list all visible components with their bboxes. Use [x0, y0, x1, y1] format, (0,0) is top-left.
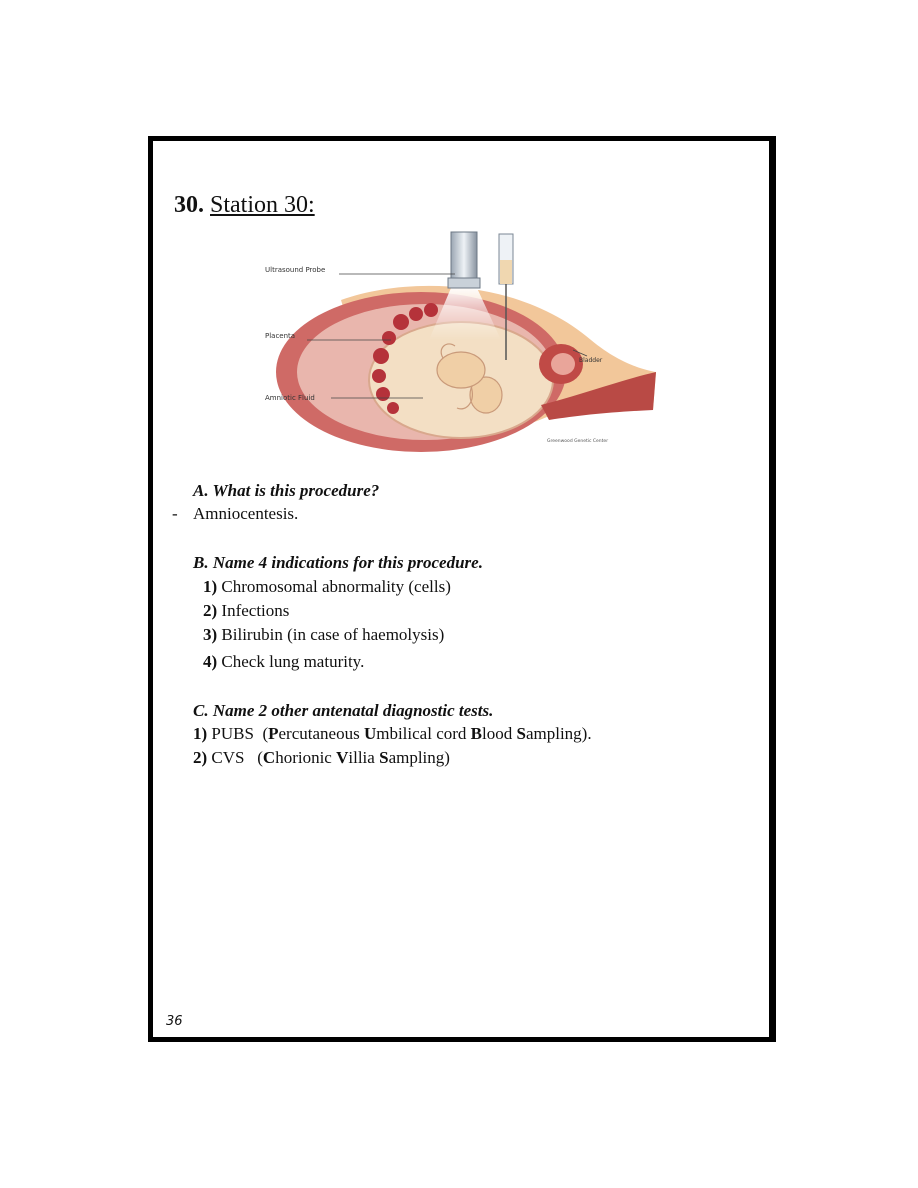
label-bladder: Bladder: [579, 357, 603, 364]
answer-a-dash: -: [172, 504, 178, 523]
label-ultrasound-probe: Ultrasound Probe: [265, 266, 326, 274]
indication-2: 2) Infections: [203, 601, 290, 620]
test-pubs: 1) PUBS (Percutaneous Umbilical cord Blood Sampling).: [193, 724, 592, 743]
test-cvs: 2) CVS (Chorionic Villia Sampling): [193, 748, 450, 767]
indication-1: 1) Chromosomal abnormality (cells): [203, 577, 451, 596]
question-b: B. Name 4 indications for this procedure.: [193, 553, 483, 572]
label-placenta: Placenta: [265, 332, 296, 340]
question-a: A. What is this procedure?: [193, 481, 380, 500]
station-title: Station 30:: [210, 192, 315, 218]
amniocentesis-illustration: [261, 230, 661, 452]
answer-a: Amniocentesis.: [193, 504, 299, 523]
indication-4: 4) Check lung maturity.: [203, 652, 365, 671]
station-number: 30.: [174, 192, 204, 218]
station-heading: [174, 190, 315, 220]
amniocentesis-svg: [261, 230, 661, 452]
page-number: 36: [166, 1014, 183, 1029]
label-amniotic-fluid: Amniotic Fluid: [265, 394, 315, 402]
question-c: C. Name 2 other antenatal diagnostic tests.: [193, 701, 494, 720]
label-credit: Greenwood Genetic Center: [547, 439, 609, 444]
indication-3: 3) Bilirubin (in case of haemolysis): [203, 625, 445, 644]
